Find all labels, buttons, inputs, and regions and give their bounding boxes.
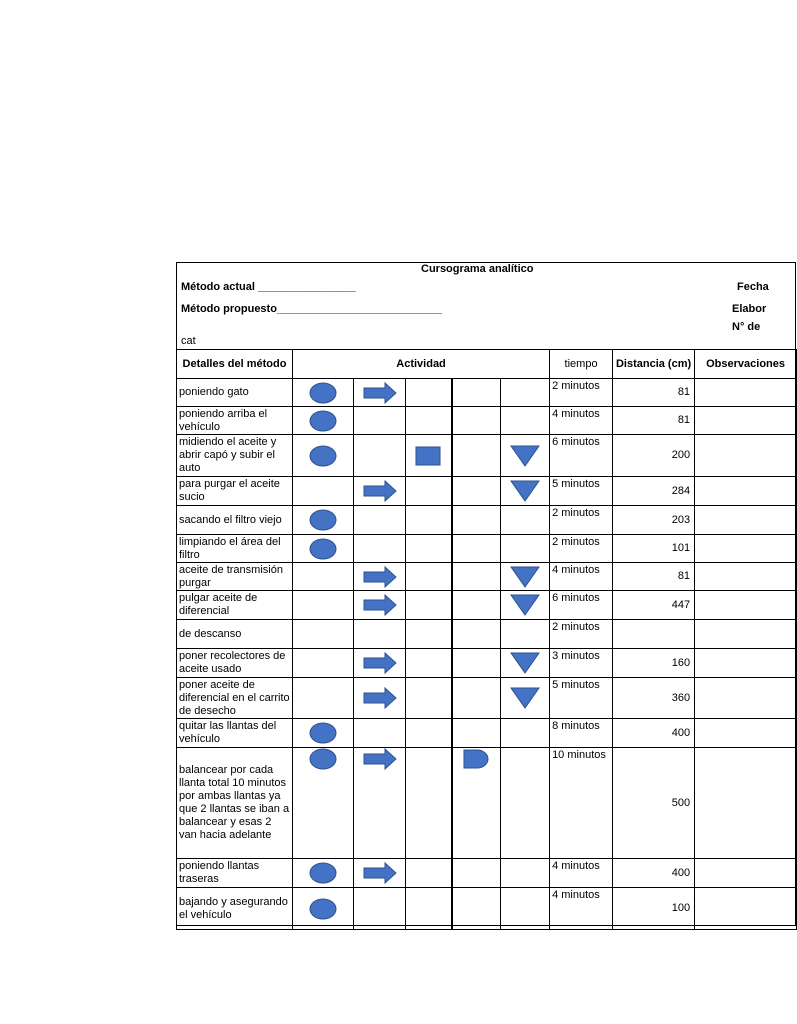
operation-cell xyxy=(293,407,354,435)
observaciones-cell xyxy=(695,678,797,719)
delay-cell xyxy=(452,535,501,563)
operation-symbol-icon xyxy=(308,902,338,914)
distancia-cell: 360 xyxy=(613,678,695,719)
operation-symbol-icon xyxy=(308,753,338,765)
delay-cell xyxy=(452,719,501,748)
transport-cell xyxy=(354,748,406,859)
operation-cell xyxy=(293,379,354,407)
storage-cell xyxy=(501,535,550,563)
tiempo-cell: 2 minutos xyxy=(550,620,613,649)
observaciones-cell xyxy=(695,719,797,748)
tiempo-cell: 6 minutos xyxy=(550,591,613,620)
delay-cell xyxy=(452,591,501,620)
storage-symbol-icon xyxy=(509,599,541,611)
transport-cell xyxy=(354,379,406,407)
table-row xyxy=(177,719,797,748)
metodo-actual-label: Método actual ________________ xyxy=(181,281,356,293)
table-row xyxy=(177,535,797,563)
numero-label: N° de xyxy=(732,321,761,333)
col-tiempo: tiempo xyxy=(550,350,613,379)
table-row xyxy=(177,859,797,888)
table-row xyxy=(177,748,797,859)
transport-cell xyxy=(354,477,406,506)
transport-cell xyxy=(354,591,406,620)
table-row xyxy=(177,620,797,649)
delay-cell xyxy=(452,379,501,407)
observaciones-cell xyxy=(695,649,797,678)
storage-cell xyxy=(501,563,550,591)
fecha-label: Fecha xyxy=(737,281,769,293)
observaciones-cell xyxy=(695,379,797,407)
storage-cell xyxy=(501,620,550,649)
detalle-cell: poniendo gato xyxy=(177,379,293,407)
delay-cell xyxy=(452,748,501,859)
detalle-cell: poniendo arriba el vehículo xyxy=(177,407,293,435)
storage-symbol-icon xyxy=(509,485,541,497)
transport-symbol-icon xyxy=(363,570,397,582)
transport-symbol-icon xyxy=(363,386,397,398)
operation-symbol-icon xyxy=(308,727,338,739)
table-row xyxy=(177,649,797,678)
inspection-cell xyxy=(406,407,452,435)
observaciones-cell xyxy=(695,591,797,620)
delay-cell xyxy=(452,563,501,591)
observaciones-cell xyxy=(695,477,797,506)
distancia-cell: 200 xyxy=(613,435,695,477)
inspection-cell xyxy=(406,888,452,930)
table-header-row xyxy=(177,350,797,379)
transport-symbol-icon xyxy=(363,485,397,497)
transport-cell xyxy=(354,506,406,535)
transport-cell xyxy=(354,620,406,649)
table-row xyxy=(177,435,797,477)
operation-cell xyxy=(293,649,354,678)
tiempo-cell: 2 minutos xyxy=(550,506,613,535)
distancia-cell: 81 xyxy=(613,407,695,435)
storage-symbol-icon xyxy=(509,692,541,704)
distancia-cell: 81 xyxy=(613,563,695,591)
tiempo-cell: 4 minutos xyxy=(550,407,613,435)
tiempo-cell: 10 minutos xyxy=(550,748,613,859)
transport-cell xyxy=(354,435,406,477)
storage-cell xyxy=(501,678,550,719)
detalle-cell: poner recolectores de aceite usado xyxy=(177,649,293,678)
table-row xyxy=(177,678,797,719)
delay-cell xyxy=(452,620,501,649)
tiempo-cell: 4 minutos xyxy=(550,563,613,591)
distancia-cell: 81 xyxy=(613,379,695,407)
process-table xyxy=(176,349,797,930)
table-row xyxy=(177,888,797,930)
table-row xyxy=(177,407,797,435)
operation-cell xyxy=(293,748,354,859)
transport-cell xyxy=(354,859,406,888)
observaciones-cell xyxy=(695,435,797,477)
operation-symbol-icon xyxy=(308,514,338,526)
delay-cell xyxy=(452,477,501,506)
metodo-propuesto-label: Método propuesto___________________________ xyxy=(181,303,443,315)
distancia-cell: 447 xyxy=(613,591,695,620)
operation-cell xyxy=(293,435,354,477)
storage-cell xyxy=(501,407,550,435)
tiempo-cell: 4 minutos xyxy=(550,888,613,930)
inspection-cell xyxy=(406,591,452,620)
col-detalles: Detalles del método xyxy=(177,350,293,379)
observaciones-cell xyxy=(695,506,797,535)
cursograma-sheet xyxy=(176,262,785,926)
observaciones-cell xyxy=(695,859,797,888)
storage-symbol-icon xyxy=(509,657,541,669)
inspection-cell xyxy=(406,748,452,859)
observaciones-cell xyxy=(695,620,797,649)
storage-cell xyxy=(501,859,550,888)
inspection-cell xyxy=(406,435,452,477)
operation-symbol-icon xyxy=(308,867,338,879)
delay-cell xyxy=(452,888,501,930)
inspection-cell xyxy=(406,678,452,719)
detalle-cell: midiendo el aceite y abrir capó y subir el auto xyxy=(177,435,293,477)
transport-symbol-icon xyxy=(363,692,397,704)
table-row xyxy=(177,591,797,620)
transport-cell xyxy=(354,407,406,435)
transport-cell xyxy=(354,535,406,563)
distancia-cell: 284 xyxy=(613,477,695,506)
cat-label: cat xyxy=(181,335,196,347)
detalle-cell: bajando y asegurando el vehículo xyxy=(177,888,293,930)
tiempo-cell: 4 minutos xyxy=(550,859,613,888)
tiempo-cell: 2 minutos xyxy=(550,535,613,563)
tiempo-cell: 3 minutos xyxy=(550,649,613,678)
delay-cell xyxy=(452,649,501,678)
delay-symbol-icon xyxy=(462,753,490,765)
transport-cell xyxy=(354,563,406,591)
transport-cell xyxy=(354,649,406,678)
detalle-cell: sacando el filtro viejo xyxy=(177,506,293,535)
storage-cell xyxy=(501,888,550,930)
distancia-cell: 160 xyxy=(613,649,695,678)
transport-symbol-icon xyxy=(363,753,397,765)
sheet-title: Cursograma analítico xyxy=(421,263,534,275)
detalle-cell: poner aceite de diferencial en el carrito de desecho xyxy=(177,678,293,719)
detalle-cell: quitar las llantas del vehículo xyxy=(177,719,293,748)
tiempo-cell: 6 minutos xyxy=(550,435,613,477)
detalle-cell: de descanso xyxy=(177,620,293,649)
operation-symbol-icon xyxy=(308,449,338,461)
transport-symbol-icon xyxy=(363,657,397,669)
delay-cell xyxy=(452,859,501,888)
detalle-cell: aceite de transmisión purgar xyxy=(177,563,293,591)
storage-symbol-icon xyxy=(509,570,541,582)
inspection-cell xyxy=(406,719,452,748)
table-row xyxy=(177,506,797,535)
storage-cell xyxy=(501,435,550,477)
distancia-cell: 400 xyxy=(613,859,695,888)
operation-cell xyxy=(293,506,354,535)
observaciones-cell xyxy=(695,748,797,859)
distancia-cell xyxy=(613,620,695,649)
table-row xyxy=(177,477,797,506)
detalle-cell: limpiando el área del filtro xyxy=(177,535,293,563)
col-actividad: Actividad xyxy=(293,350,550,379)
inspection-cell xyxy=(406,649,452,678)
inspection-cell xyxy=(406,535,452,563)
inspection-cell xyxy=(406,379,452,407)
operation-cell xyxy=(293,888,354,930)
storage-cell xyxy=(501,506,550,535)
operation-cell xyxy=(293,859,354,888)
observaciones-cell xyxy=(695,563,797,591)
operation-cell xyxy=(293,477,354,506)
operation-symbol-icon xyxy=(308,542,338,554)
transport-cell xyxy=(354,678,406,719)
tiempo-cell: 5 minutos xyxy=(550,678,613,719)
storage-cell xyxy=(501,477,550,506)
distancia-cell: 101 xyxy=(613,535,695,563)
storage-cell xyxy=(501,649,550,678)
observaciones-cell xyxy=(695,888,797,930)
delay-cell xyxy=(452,407,501,435)
operation-cell xyxy=(293,719,354,748)
storage-cell xyxy=(501,719,550,748)
distancia-cell: 400 xyxy=(613,719,695,748)
tiempo-cell: 2 minutos xyxy=(550,379,613,407)
detalle-cell: para purgar el aceite sucio xyxy=(177,477,293,506)
tiempo-cell: 5 minutos xyxy=(550,477,613,506)
observaciones-cell xyxy=(695,407,797,435)
storage-symbol-icon xyxy=(509,449,541,461)
inspection-cell xyxy=(406,620,452,649)
elaborado-label: Elabor xyxy=(732,303,767,315)
delay-cell xyxy=(452,678,501,719)
detalle-cell: pulgar aceite de diferencial xyxy=(177,591,293,620)
operation-cell xyxy=(293,678,354,719)
transport-cell xyxy=(354,719,406,748)
operation-symbol-icon xyxy=(308,386,338,398)
table-row xyxy=(177,563,797,591)
observaciones-cell xyxy=(695,535,797,563)
operation-cell xyxy=(293,620,354,649)
storage-cell xyxy=(501,748,550,859)
inspection-cell xyxy=(406,859,452,888)
delay-cell xyxy=(452,506,501,535)
operation-cell xyxy=(293,535,354,563)
distancia-cell: 500 xyxy=(613,748,695,859)
col-observaciones: Observaciones xyxy=(695,350,797,379)
transport-symbol-icon xyxy=(363,867,397,879)
tiempo-cell: 8 minutos xyxy=(550,719,613,748)
detalle-cell: poniendo llantas traseras xyxy=(177,859,293,888)
operation-cell xyxy=(293,563,354,591)
operation-cell xyxy=(293,591,354,620)
delay-cell xyxy=(452,435,501,477)
distancia-cell: 203 xyxy=(613,506,695,535)
table-row xyxy=(177,379,797,407)
operation-symbol-icon xyxy=(308,414,338,426)
inspection-cell xyxy=(406,563,452,591)
inspection-cell xyxy=(406,477,452,506)
transport-cell xyxy=(354,888,406,930)
inspection-cell xyxy=(406,506,452,535)
detalle-cell: balancear por cada llanta total 10 minutos por ambas llantas ya que 2 llantas se iban a balancear y esas 2 van hacia adelante xyxy=(177,748,293,859)
col-distancia: Distancia (cm) xyxy=(613,350,695,379)
distancia-cell: 100 xyxy=(613,888,695,930)
storage-cell xyxy=(501,379,550,407)
transport-symbol-icon xyxy=(363,599,397,611)
storage-cell xyxy=(501,591,550,620)
inspection-symbol-icon xyxy=(414,449,442,461)
